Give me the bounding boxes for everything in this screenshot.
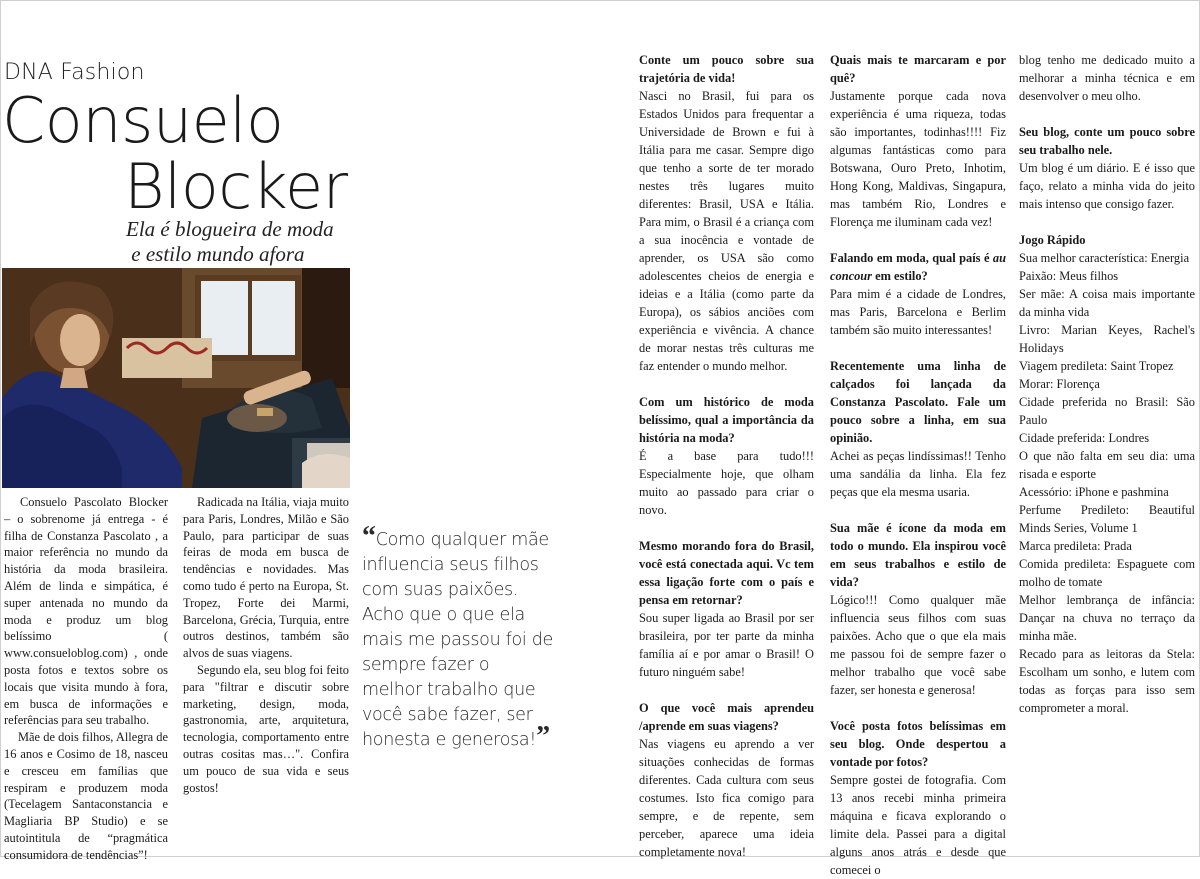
portrait-photo xyxy=(2,268,350,488)
interview-question: Mesmo morando fora do Brasil, você está conectada aqui. Vc tem essa ligação forte com o país e pensa em retornar? xyxy=(639,539,814,607)
pull-quote-text: Como qualquer mãe influencia seus filhos com suas paixões. Acho que o que ela mais me passou foi de sempre fazer o melhor trabalho que você sabe fazer, ser honesta e generosa! xyxy=(362,530,553,750)
quick-fire-item: Comida predileta: Espaguete com molho de tomate xyxy=(1019,557,1195,589)
intro-paragraph: Segundo ela, seu blog foi feito para "filtrar e discutir sobre marketing, design, moda, gastronomia, arte, arquitetura, tecnologia, comportamento entre outras cositas mas…". Confira um pouco de sua vida e seus gostos! xyxy=(183,662,349,795)
open-quote-mark: “ xyxy=(362,521,376,552)
quick-fire-item: Cidade preferida: Londres xyxy=(1019,431,1150,445)
interview-answer: Um blog é um diário. E é isso que faço, relato a minha vida do jeito mais intenso que consigo fazer. xyxy=(1019,161,1195,211)
subtitle: Ela é blogueira de moda e estilo mundo afora xyxy=(126,217,334,266)
interview-answer: Nas viagens eu aprendo a ver situações conhecidas de formas diferentes. Cada cultura com seus costumes. Isto fica comigo para sempre, e de repente, sem perceber, aparece uma ideia completamente nova! xyxy=(639,737,814,859)
interview-question xyxy=(830,249,1006,285)
portrait-illustration xyxy=(2,268,350,488)
intro-paragraph: Radicada na Itália, viaja muito para Paris, Londres, Milão e São Paulo, para participar de suas feiras de moda em busca de tendências e novidades. Mas como tudo é perto na Europa, St. Tropez, Forte dei Marmi, Barcelona, Grécia, Turquia, entre outros destinos, também são alvos de suas viagens. xyxy=(183,495,349,661)
intro-paragraph: Consuelo Pascolato Blocker – o sobrenome já entrega - é filha de Constanza Pascolato , a maior referência no mundo da história da moda brasileira. Além de linda e simpática, é super antenada no mundo da moda e produz um blog belíssimo ( www.consueloblog.com) , onde posta fotos e textos sobre os locais que visita mundo à fora, em busca de informações e referências para seu trabalho. xyxy=(4,495,168,728)
quick-fire-item: Perfume Predileto: Beautiful Minds Series, Volume 1 xyxy=(1019,503,1195,535)
interview-question: Quais mais te marcaram e por quê? xyxy=(830,53,1006,85)
title-first-name: Consuelo xyxy=(2,84,284,157)
interview-question: Conte um pouco sobre sua trajetória de vida! xyxy=(639,53,814,85)
interview-answer: blog tenho me dedicado muito a melhorar a minha técnica e em desenvolver o meu olho. xyxy=(1019,53,1195,103)
interview-column-3 xyxy=(1019,51,1195,717)
interview-question: Você posta fotos belíssimas em seu blog. Onde despertou a vontade por fotos? xyxy=(830,719,1006,769)
quick-fire-list xyxy=(1019,249,1195,717)
quick-fire-item: Melhor lembrança de infância: Dançar na chuva no terraço da minha mãe. xyxy=(1019,593,1195,643)
interview-answer: É a base para tudo!!! Especialmente hoje, que olham muito ao passado para criar o novo. xyxy=(639,449,814,517)
quick-fire-item: Sua melhor característica: Energia xyxy=(1019,251,1190,265)
title-last-name: Blocker xyxy=(124,150,348,223)
quick-fire-title: Jogo Rápido xyxy=(1019,233,1086,247)
interview-column-2 xyxy=(830,51,1006,879)
pull-quote xyxy=(362,521,554,753)
quick-fire-item: Morar: Florença xyxy=(1019,377,1100,391)
intro-paragraph: Mãe de dois filhos, Allegra de 16 anos e Cosimo de 18, nasceu e cresceu em famílias que respiram e produzem moda (Tecelagem Santaconstancia e Magliaria BP Studio) e se autointitula de “pragmática consumidora de tendências”! xyxy=(4,730,168,862)
quick-fire-item: Marca predileta: Prada xyxy=(1019,539,1132,553)
interview-column-1 xyxy=(639,51,814,861)
intro-column-2 xyxy=(183,494,349,796)
interview-answer: Sou super ligada ao Brasil por ser brasileira, por ter parte da minha família aí e por amar o Brasil! O futuro ninguém sabe! xyxy=(639,611,814,679)
quick-fire-item: Cidade preferida no Brasil: São Paulo xyxy=(1019,395,1195,427)
quick-fire-item: O que não falta em seu dia: uma risada e esporte xyxy=(1019,449,1195,481)
interview-answer: Achei as peças lindíssimas!! Tenho uma sandália da linha. Ela fez peças que ela mesma usaria. xyxy=(830,449,1006,499)
intro-column-1 xyxy=(4,494,168,864)
interview-question: Recentemente uma linha de calçados foi lançada da Constanza Pascolato. Fale um pouco sobre a linha, em sua opinião. xyxy=(830,359,1006,445)
quick-fire-item: Livro: Marian Keyes, Rachel's Holidays xyxy=(1019,323,1195,355)
interview-answer: Lógico!!! Como qualquer mãe influencia seus filhos com suas paixões. Acho que o que ela mais me passou foi de sempre fazer o melhor trabalho que você sabe fazer, ser honesta e generosa! xyxy=(830,593,1006,697)
question-part: Falando em moda, qual país é xyxy=(830,251,993,265)
question-emphasis: au concour xyxy=(830,251,1006,283)
quick-fire-item: Acessório: iPhone e pashmina xyxy=(1019,485,1169,499)
quick-fire-item: Ser mãe: A coisa mais importante da minha vida xyxy=(1019,287,1195,319)
interview-answer: Para mim é a cidade de Londres, mas Paris, Barcelona e Berlim também são muito interessantes! xyxy=(830,287,1006,337)
interview-answer: Justamente porque cada nova experiência é uma riqueza, todas são importantes, todinhas!!!! Fiz algumas fantásticas como para Botswana, Ouro Preto, Inhotim, Hong Kong, Maldivas, Singapura, mas também Rio, Londres e Florença me iluminam cada vez! xyxy=(830,89,1006,229)
section-label: DNA Fashion xyxy=(4,60,145,85)
interview-answer: Nasci no Brasil, fui para os Estados Unidos para frequentar a Universidade de Brown e fui à Itália para me casar. Sempre digo que tenho a sorte de ter morado nestes três lugares muito diferentes: Brasil, USA e Itália. Para mim, o Brasil é a criança com a sua inocência e vontade de aprender, os USA são como adolescentes cheios de energia e ideias e a Itália (como parte da Europa), os sábios anciões com experiência e vivência. A chance de morar nestas três culturas me faz entender o mundo melhor. xyxy=(639,89,814,373)
quick-fire-item: Paixão: Meus filhos xyxy=(1019,269,1119,283)
question-part: em estilo? xyxy=(872,269,928,283)
quick-fire-item: Recado para as leitoras da Stela: Escolham um sonho, e lutem com todas as forças para isso sem comprometer a moral. xyxy=(1019,647,1195,715)
interview-question: Sua mãe é ícone da moda em todo o mundo. Ela inspirou você em seus trabalhos e estilo de vida? xyxy=(830,521,1006,589)
interview-question: Seu blog, conte um pouco sobre seu trabalho nele. xyxy=(1019,125,1195,157)
interview-question: Com um histórico de moda belíssimo, qual a importância da história na moda? xyxy=(639,395,814,445)
interview-answer: Sempre gostei de fotografia. Com 13 anos recebi minha primeira máquina e ficava explorando o limite dela. Passei para a digital alguns anos atrás e desde que comecei o xyxy=(830,773,1006,877)
quick-fire-item: Viagem predileta: Saint Tropez xyxy=(1019,359,1174,373)
interview-question: O que você mais aprendeu /aprende em suas viagens? xyxy=(639,701,814,733)
close-quote-mark: ” xyxy=(536,721,550,752)
